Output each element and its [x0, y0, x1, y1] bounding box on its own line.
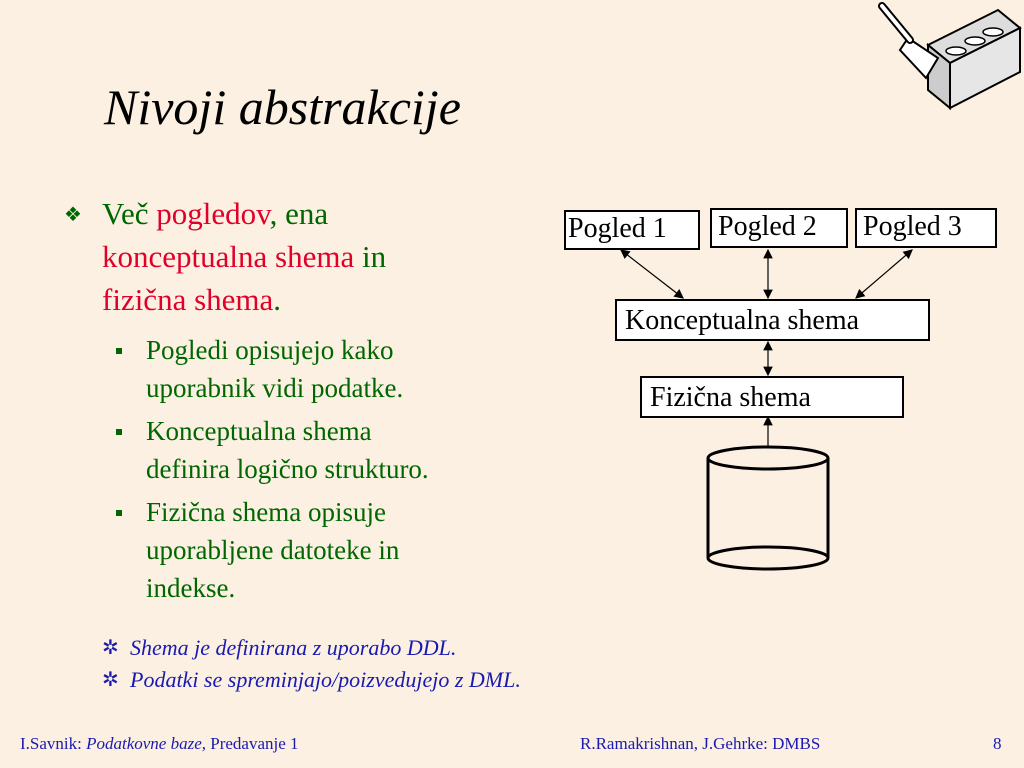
star-note-icon: ✲: [102, 669, 119, 691]
note-2: [102, 664, 521, 696]
arrow-view3-conceptual: [856, 250, 912, 298]
note-2-text: Podatki se spreminjajo/poizvedujejo z DML.: [130, 667, 521, 692]
sub-bullet-1-line1: Pogledi opisujejo kako: [146, 335, 394, 365]
bullet-text-pogledov: pogledov: [156, 196, 270, 231]
bullet-text-fizicna: fizična shema: [102, 282, 274, 317]
sub-bullet-2-line2: definira logično strukturo.: [146, 454, 429, 484]
bullet-text-7: .: [273, 282, 282, 317]
page-number: 8: [993, 734, 1002, 753]
sub-bullet-2-line1: Konceptualna shema: [146, 416, 372, 446]
bullet-text-3: , ena: [269, 196, 329, 231]
page-title: Nivoji abstrakcije: [104, 79, 461, 135]
note-1-text: Shema je definirana z uporabo DDL.: [130, 635, 457, 660]
footer-lecture: , Predavanje 1: [201, 734, 299, 753]
diamond-bullet-icon: ❖: [64, 204, 82, 226]
physical-schema-box: Fizična shema: [640, 376, 904, 418]
view-box-3: Pogled 3: [855, 208, 997, 248]
sub-bullet-1: [146, 331, 564, 407]
bullet-text-5: in: [354, 239, 387, 274]
sub-bullet-3-line2: uporabljene datoteke in: [146, 535, 400, 565]
footer-course: Podatkovne baze: [86, 734, 202, 753]
arrow-view1-conceptual: [621, 250, 683, 298]
database-cylinder-icon: [708, 447, 828, 569]
sub-bullet-3: [146, 493, 564, 607]
footer-left: [20, 734, 299, 754]
star-note-icon: ✲: [102, 637, 119, 659]
square-bullet-icon: [116, 348, 122, 354]
sub-bullet-3-line3: indekse.: [146, 573, 236, 603]
bullet-text-konceptualna: konceptualna shema: [102, 239, 355, 274]
note-1: [102, 632, 521, 664]
brick-trowel-icon: [868, 0, 1024, 110]
conceptual-schema-box: Konceptualna shema: [615, 299, 930, 341]
bullet-list: [64, 192, 564, 612]
sub-bullet-2: [146, 412, 564, 488]
sub-bullet-1-line2: uporabnik vidi podatke.: [146, 373, 404, 403]
square-bullet-icon: [116, 510, 122, 516]
sub-bullet-3-line1: Fizična shema opisuje: [146, 497, 386, 527]
sub-bullet-list: [64, 331, 564, 607]
footer-author: I.Savnik:: [20, 734, 87, 753]
bullet-text-1: Več: [102, 196, 157, 231]
view-box-1: Pogled 1: [564, 210, 700, 250]
square-bullet-icon: [116, 429, 122, 435]
main-bullet: [64, 192, 564, 321]
footer-source: R.Ramakrishnan, J.Gehrke: DMBS: [580, 734, 821, 753]
view-box-2: Pogled 2: [710, 208, 848, 248]
notes: [102, 632, 521, 696]
